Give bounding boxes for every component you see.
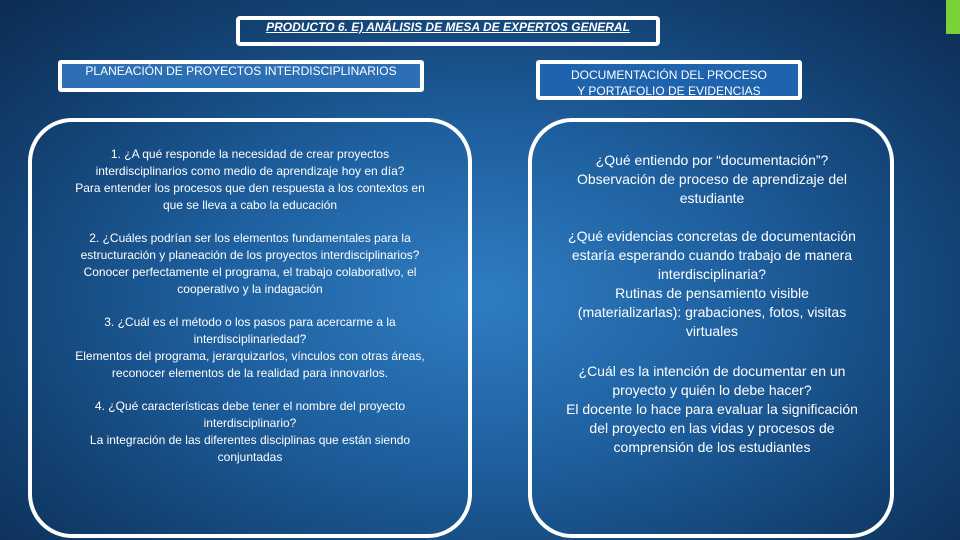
right-header-line: DOCUMENTACIÓN DEL PROCESO: [570, 68, 768, 82]
text-line: proyecto y quién lo debe hacer?: [612, 382, 812, 398]
text-line: reconocer elementos de la realidad para innovarlos.: [111, 366, 389, 380]
right-question-1: [536, 151, 888, 208]
text-line: estudiante: [679, 190, 745, 206]
text-line: estaría esperando cuando trabajo de manera: [571, 247, 853, 263]
text-line: ¿Qué evidencias concretas de documentación: [568, 228, 856, 244]
page-title: PRODUCTO 6. E) ANÁLISIS DE MESA DE EXPERTOS GENERAL: [236, 16, 660, 46]
text-line: interdisciplinario?: [203, 416, 297, 430]
text-line: interdisciplinaria?: [657, 266, 767, 282]
text-line: ¿Cuál es la intención de documentar en un: [578, 363, 846, 379]
text-line: ¿Qué entiendo por “documentación”?: [595, 152, 829, 168]
text-line: 3. ¿Cuál es el método o los pasos para acercarme a la: [104, 315, 396, 329]
text-line: estructuración y planeación de los proyectos interdisciplinarios?: [80, 248, 420, 262]
left-question-3: [36, 314, 464, 382]
text-line: interdisciplinarios como medio de aprendizaje hoy en día?: [95, 164, 405, 178]
text-line: 4. ¿Qué características debe tener el nombre del proyecto: [94, 399, 406, 413]
text-line: La integración de las diferentes disciplinas que están siendo: [89, 433, 411, 447]
left-header: PLANEACIÓN DE PROYECTOS INTERDISCIPLINARIOS: [58, 60, 424, 92]
text-line: 2. ¿Cuáles podrían ser los elementos fundamentales para la: [89, 231, 411, 245]
right-header-line: Y PORTAFOLIO DE EVIDENCIAS: [577, 84, 761, 98]
text-line: Rutinas de pensamiento visible: [615, 285, 809, 301]
text-line: Conocer perfectamente el programa, el trabajo colaborativo, el: [83, 265, 417, 279]
text-line: 1. ¿A qué responde la necesidad de crear proyectos: [110, 147, 390, 161]
accent-bar: [946, 0, 960, 34]
text-line: Observación de proceso de aprendizaje del: [576, 171, 848, 187]
right-question-3: [536, 362, 888, 457]
text-line: El docente lo hace para evaluar la significación: [566, 401, 858, 417]
text-line: (materializarlas): grabaciones, fotos, visitas: [577, 304, 847, 320]
text-line: cooperativo y la indagación: [177, 282, 323, 296]
left-question-2: [36, 230, 464, 298]
text-line: del proyecto en las vidas y procesos de: [589, 420, 835, 436]
left-question-4: [36, 398, 464, 466]
right-header: [536, 60, 802, 100]
right-question-2: [536, 227, 888, 341]
left-question-1: [36, 146, 464, 214]
text-line: conjuntadas: [217, 450, 283, 464]
text-line: que se lleva a cabo la educación: [162, 198, 338, 212]
text-line: comprensión de los estudiantes: [613, 439, 811, 455]
text-line: interdisciplinariedad?: [193, 332, 307, 346]
text-line: Para entender los procesos que den respuesta a los contextos en: [75, 181, 425, 195]
text-line: virtuales: [685, 323, 739, 339]
text-line: Elementos del programa, jerarquizarlos, vínculos con otras áreas,: [75, 349, 425, 363]
